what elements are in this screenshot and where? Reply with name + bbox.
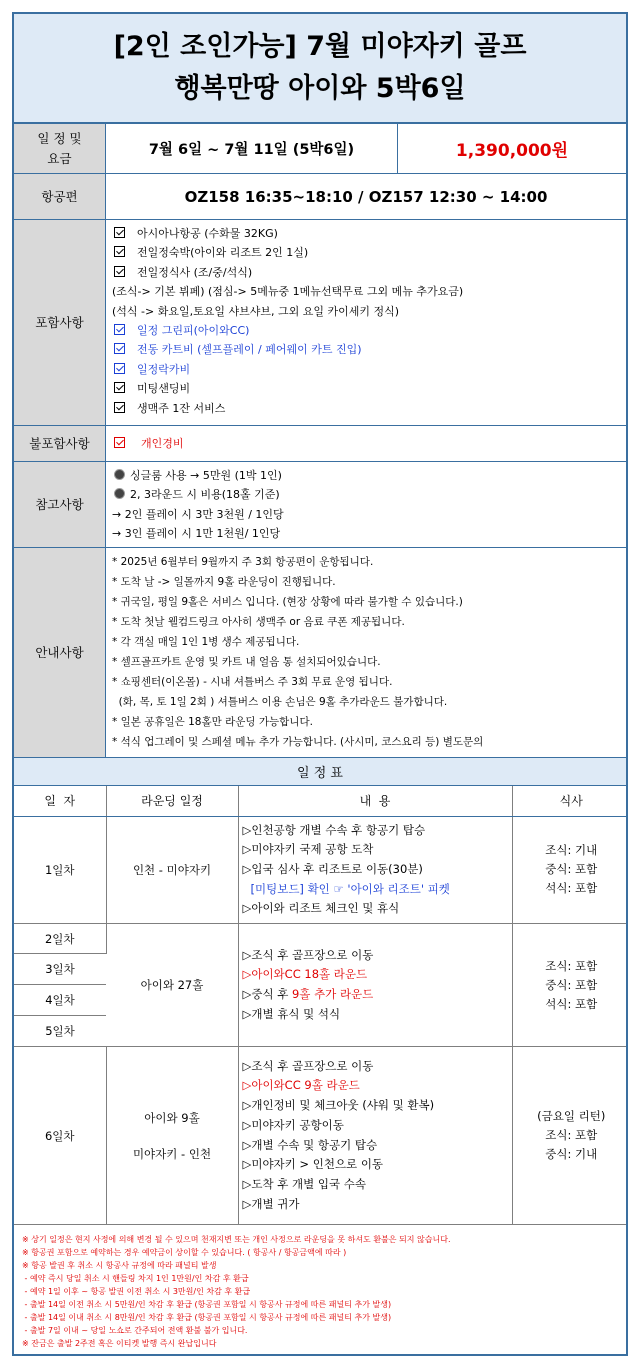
content-cell <box>238 816 512 924</box>
meal-line: (금요일 리턴) <box>537 1109 606 1124</box>
content-line: ▷인천공항 개별 수속 후 항공기 탑승 <box>242 822 426 837</box>
content-highlight: 9홀 추가 라운드 <box>291 987 374 1002</box>
content-line: ▷조식 후 골프장으로 이동 <box>242 947 374 962</box>
round-line: 미야자키 - 인천 <box>132 1146 212 1161</box>
item-text: 미팅샌딩비 <box>137 382 191 396</box>
meal-cell <box>512 924 628 1047</box>
item-text: 2, 3라운드 시 비용(18홀 기준) <box>130 488 280 502</box>
round-cell: 인천 - 미야자키 <box>106 816 238 924</box>
item-text: 싱글룸 사용 → 5만원 (1박 1인) <box>130 469 282 482</box>
content-cell <box>238 924 512 1047</box>
meal-line: 조식: 기내 <box>545 843 598 858</box>
content-line: ▷미야자키 공항이동 <box>242 1117 344 1132</box>
notice-list <box>106 548 626 757</box>
included-note: (조식-> 기본 뷔페) (점심-> 5메뉴중 1메뉴선택무료 그외 메뉴 추가요금) <box>112 285 464 299</box>
meal-line: 중식: 포함 <box>545 862 598 877</box>
itinerary-title: 일 정 표 <box>14 758 626 786</box>
round-cell: 아이와 27홀 <box>106 924 238 1047</box>
footnote-line: - 출발 7일 이내 ~ 당일 노쇼로 간주되어 전액 환불 불가 입니다. <box>22 1326 248 1336</box>
meal-line: 중식: 기내 <box>545 1147 598 1162</box>
included-item <box>112 321 620 340</box>
included-row <box>14 220 626 426</box>
included-item <box>112 224 620 243</box>
included-item <box>112 263 620 282</box>
title-line-1: [2인 조인가능] 7월 미야자키 골프 <box>113 31 527 62</box>
reference-item: → 2인 플레이 시 3만 3천원 / 1인당 <box>112 507 284 521</box>
schedule-price-label <box>14 124 106 173</box>
notice-item: * 쇼핑센터(이온몰) - 시내 셔틀버스 주 3회 무료 운영 됩니다. <box>112 676 393 688</box>
checkbox-icon <box>114 324 125 335</box>
excluded-label: 불포함사항 <box>14 426 106 461</box>
header-meal: 식사 <box>512 786 628 816</box>
tour-title <box>14 14 626 124</box>
header-round: 라운딩 일정 <box>106 786 238 816</box>
table-row <box>14 924 628 954</box>
itinerary-header-row <box>14 786 628 816</box>
included-item <box>112 243 620 262</box>
footnote-line: - 예약 즉시 당일 취소 시 핸들링 차지 1인 1만원/인 차감 후 환급 <box>22 1274 249 1284</box>
day-cell: 5일차 <box>14 1016 106 1047</box>
notice-item: * 2025년 6월부터 9월까지 주 3회 항공편이 운항됩니다. <box>112 556 374 568</box>
reference-item: → 3인 플레이 시 1만 1천원/ 1인당 <box>112 527 281 541</box>
footnote-line: - 예약 1일 이후 ~ 항공 발권 이전 취소 시 3만원/인 차감 후 환급 <box>22 1287 251 1297</box>
content-line: ▷개별 휴식 및 석식 <box>242 1006 341 1021</box>
item-text: 개인경비 <box>141 436 184 450</box>
flight-row <box>14 174 626 220</box>
notice-row <box>14 548 626 758</box>
meal-cell <box>512 816 628 924</box>
item-text: 일정락카비 <box>137 362 191 376</box>
meal-cell <box>512 1047 628 1225</box>
checkbox-icon <box>114 437 125 448</box>
table-row <box>14 816 628 924</box>
item-text: 전일정숙박(아이와 리조트 2인 1실) <box>137 246 309 260</box>
content-line: ▷아이와CC 9홀 라운드 <box>242 1078 360 1093</box>
notice-item: * 석식 업그레이 및 스페셜 메뉴 추가 가능합니다. (사시미, 코스요리 등) 별도문의 <box>112 736 484 748</box>
checkbox-icon <box>114 266 125 277</box>
checkbox-icon <box>114 227 125 238</box>
itinerary-table <box>14 786 628 1225</box>
excluded-row <box>14 426 626 462</box>
notice-item: * 각 객실 매일 1인 1병 생수 제공됩니다. <box>112 636 300 648</box>
content-line: ▷개별 수속 및 항공기 탑승 <box>242 1137 378 1152</box>
bullet-icon <box>114 469 125 480</box>
notice-label: 안내사항 <box>14 548 106 757</box>
round-line: 아이와 9홀 <box>144 1110 200 1125</box>
meal-line: 석식: 포함 <box>545 881 598 896</box>
footnote-line: ※ 잔금은 출발 2주전 혹은 이티켓 발행 즉시 완납입니다 <box>22 1339 217 1349</box>
item-text: 아시아나항공 (수화물 32KG) <box>137 227 278 240</box>
footnote-line: - 출발 14일 이전 취소 시 5만원/인 차감 후 환급 (항공권 포함일 시 항공사 규정에 따른 패널티 추가 발생) <box>22 1300 392 1310</box>
content-line: ▷도착 후 개별 입국 수속 <box>242 1176 366 1191</box>
item-text: 전일정식사 (조/중/석식) <box>137 265 253 279</box>
flight-label: 항공편 <box>14 174 106 219</box>
schedule-price-row <box>14 124 626 174</box>
reference-row <box>14 462 626 548</box>
notice-item: * 도착 날 -> 일몰까지 9홀 라운딩이 진행됩니다. <box>112 576 336 588</box>
meal-line: 석식: 포함 <box>545 996 598 1011</box>
content-line: ▷미야자키 국제 공항 도착 <box>242 842 374 857</box>
content-line: ▷입국 심사 후 리조트로 이동(30분) <box>242 861 423 876</box>
content-text: ▷중식 후 <box>242 987 289 1002</box>
included-item <box>112 340 620 359</box>
checkbox-icon <box>114 246 125 257</box>
footnote-line: - 출발 14일 이내 취소 시 8만원/인 차감 후 환급 (항공권 포함일 시 항공사 규정에 따른 패널티 추가 발생) <box>22 1313 392 1323</box>
content-line: ▷미야자키 > 인천으로 이동 <box>242 1157 384 1172</box>
reference-item <box>112 485 620 504</box>
checkbox-icon <box>114 363 125 374</box>
tour-price: 1,390,000원 <box>455 141 569 161</box>
included-list <box>106 220 626 425</box>
meal-line: 중식: 포함 <box>545 977 598 992</box>
item-text: 생맥주 1잔 서비스 <box>137 401 226 415</box>
checkbox-icon <box>114 402 125 413</box>
reference-list <box>106 462 626 547</box>
day-cell: 4일차 <box>14 985 106 1016</box>
included-item <box>112 399 620 418</box>
item-text: 일정 그린피(아이와CC) <box>137 324 250 338</box>
content-line: ▷아이와 리조트 체크인 및 휴식 <box>242 901 400 916</box>
notice-item: * 귀국일, 평일 9홀은 서비스 입니다. (현장 상황에 따라 불가할 수 있습니다.) <box>112 596 463 608</box>
meal-line: 조식: 포함 <box>545 958 598 973</box>
included-note: (석식 -> 화요일,토요일 샤브샤브, 그외 요일 카이세키 정식) <box>112 304 400 318</box>
excluded-item <box>112 434 184 453</box>
footnotes <box>14 1225 626 1356</box>
bullet-icon <box>114 488 125 499</box>
content-line: [미팅보드] 확인 ☞ '아이와 리조트' 피켓 <box>250 881 450 896</box>
content-line <box>243 985 508 1005</box>
notice-item: * 도착 첫날 웰컴드링크 아사히 생맥주 or 음료 쿠폰 제공됩니다. <box>112 616 405 628</box>
flight-info: OZ158 16:35~18:10 / OZ157 12:30 ~ 14:00 <box>184 187 548 206</box>
day-cell: 2일차 <box>14 924 106 954</box>
day-cell: 1일차 <box>14 816 106 924</box>
day-cell: 6일차 <box>14 1047 106 1225</box>
reference-label: 참고사항 <box>14 462 106 547</box>
content-line: ▷개별 귀가 <box>242 1196 300 1211</box>
content-line: ▷조식 후 골프장으로 이동 <box>242 1058 374 1073</box>
excluded-list <box>106 426 626 461</box>
footnote-line: ※ 항공권 포함으로 예약하는 경우 예약금이 상이할 수 있습니다. ( 항공사 / 항공금액에 따라 ) <box>22 1248 347 1258</box>
tour-dates: 7월 6일 ~ 7월 11일 (5박6일) <box>106 124 398 173</box>
notice-item: (화, 목, 토 1일 2회 ) 셔틀버스 이용 손님은 9홀 추가라운드 불가합니다. <box>112 696 448 708</box>
included-item <box>112 379 620 398</box>
day-cell: 3일차 <box>14 954 106 985</box>
content-line: ▷개인정비 및 체크아웃 (샤워 및 환복) <box>242 1098 435 1113</box>
notice-item: * 셀프골프카트 운영 및 카트 내 얼음 통 설치되어있습니다. <box>112 656 381 668</box>
checkbox-icon <box>114 382 125 393</box>
round-cell <box>106 1047 238 1225</box>
reference-item <box>112 466 620 485</box>
footnote-line: ※ 항공 발권 후 취소 시 항공사 규정에 따라 패널티 발생 <box>22 1261 217 1271</box>
title-line-2: 행복만땅 아이와 5박6일 <box>174 73 466 104</box>
header-content: 내 용 <box>238 786 512 816</box>
label-line: 요금 <box>47 150 72 166</box>
checkbox-icon <box>114 343 125 354</box>
notice-item: * 일본 공휴일은 18홀만 라운딩 가능합니다. <box>112 716 313 728</box>
included-label: 포함사항 <box>14 220 106 425</box>
included-item <box>112 360 620 379</box>
content-line: ▷아이와CC 18홀 라운드 <box>242 967 368 982</box>
meal-line: 조식: 포함 <box>545 1128 598 1143</box>
table-row <box>14 1047 628 1225</box>
content-cell <box>238 1047 512 1225</box>
footnote-line: ※ 상기 일정은 현지 사정에 의해 변경 될 수 있으며 천재지변 또는 개인 사정으로 라운딩을 못 하셔도 환불은 되지 않습니다. <box>22 1235 451 1245</box>
tour-sheet <box>12 12 628 1356</box>
item-text: 전동 카트비 (셀프플레이 / 페어웨이 카트 진입) <box>137 343 362 357</box>
label-line: 일 정 및 <box>37 130 82 146</box>
header-day: 일 자 <box>14 786 106 816</box>
